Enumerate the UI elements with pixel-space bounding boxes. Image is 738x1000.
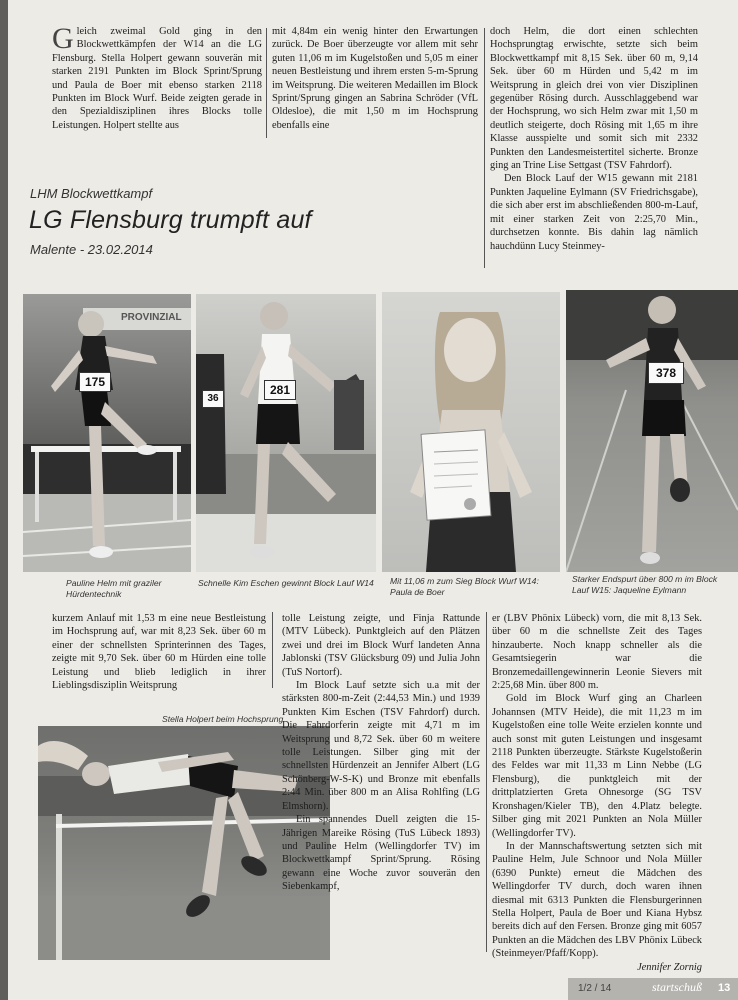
article-headline: LG Flensburg trumpft auf — [29, 206, 312, 234]
magazine-page — [8, 0, 738, 1000]
article-kicker: LHM Blockwettkampf — [30, 186, 153, 201]
photo-caption: Pauline Helm mit graziler Hürdentechnik — [66, 578, 162, 599]
column-rule — [272, 612, 273, 688]
bottom-column-2-text: Ein spannendes Duell zeigten die 15-Jährigen Mareike Rösing (TuS Lübeck 1893) und Pauline Helm (Wellingdorfer TV) im Blockwettkampf Sprint/Sprung. Rösing gewann eine Woche zuvor souverän den Siebenkampf, — [282, 814, 480, 893]
photo-kim-eschen — [196, 294, 376, 572]
bib-number: 175 — [79, 372, 111, 392]
column-rule — [484, 28, 485, 268]
photo-caption: Schnelle Kim Eschen gewinnt Block Lauf W14 — [198, 578, 374, 588]
bib-number: 36 — [202, 390, 224, 408]
endspurt-photo-image — [566, 290, 738, 572]
column-rule — [266, 28, 267, 138]
drop-cap: G — [52, 22, 74, 55]
photo-pauline-helm — [23, 294, 191, 572]
portrait-photo-image — [382, 292, 560, 572]
top-column-2 — [272, 25, 478, 132]
bottom-column-1-text: kurzem Anlauf mit 1,53 m eine neue Bestleistung im Hochsprung auf, war mit 8,23 Sek. über 60 m einer der schnellsten Sprinterinnen des Tages, zeigte mit 9,70 Sek. über 60 m Hürden eine tolle Leistung und blieb lediglich in ihrer Lieblingsdisziplin Weitsprung — [52, 613, 266, 692]
bottom-column-2 — [282, 612, 480, 894]
article-author: Jennifer Zornig — [637, 961, 702, 973]
top-column-3-text: Den Block Lauf der W15 gewann mit 2181 Punkten Jaqueline Eylmann (SV Friedrichsgabe), die sich aber erst im abschließenden 800-m-Lauf, mit einer starken Zeit von 2:25,70 Min., durchsetzen konnte. Bis dahin lag nämlich hauchdünn Lucy Steinmey- — [490, 173, 698, 252]
top-column-1 — [52, 22, 262, 132]
bib-number: 378 — [648, 362, 684, 384]
top-column-2-text: mit 4,84m ein wenig hinter den Erwartungen zurück. De Boer überzeugte vor allem mit sehr guten 11,06 m im Kugelstoßen und 5,05 m einer neuen Bestleistung und ihrem ersten 5-m-Sprung im Weitsprung. Die weiteren Medaillen im Block Sprint/Sprung gingen an Sabrina Schröder (VfL Oldesloe), die mit 1,50 m im Hochsprung ebenfalls eine — [272, 26, 478, 131]
bottom-column-3 — [492, 612, 702, 974]
page-number: 13 — [718, 982, 731, 994]
bib-number: 281 — [264, 380, 296, 400]
bottom-column-2-text: Im Block Lauf setzte sich u.a mit der stärksten 800-m-Zeit (2:44,53 Min.) und 1939 Punkten Kim Eschen (TSV Fahrdorf) durch. Die Fahrdorferin zeigte mit 4,71 m im Weitsprung und 8,72 Sek. über 60 m weitere tolle Leistungen. Silber ging mit der schnellsten Hürdenzeit an Jennifer Albert (LG Schönberg-W-S-K) und Bronze mit ebenfalls 2:44 Min. über 800 m an Alisa Rohlfing (LG Elmshorn). — [282, 680, 480, 812]
sprint-photo-image — [196, 294, 376, 572]
hurdle-photo-image — [23, 294, 191, 572]
bottom-column-3-text: Gold im Block Wurf ging an Charleen Johannsen (MTV Heide), die mit 11,23 m im Kugelstoßen eine tolle Weite erzielen konnte und auch sonst mit guten Leistungen und insgesamt 2118 Punkten überzeugte. Stärkste Kugelstoßerin des Feldes war mit 11,33 m Linn Nebbe (LG Flensburg), die punktgleich mit der drittplatzierten Greta Ohnesorge (SG TSV Kronshagen/Kieler TB), den 4.Platz belegte. Silber ging mit 2021 Punkten an Nola Müller (Wellingdorfer TV). — [492, 693, 702, 839]
article-dateline: Malente - 23.02.2014 — [30, 242, 153, 257]
sponsor-banner: PROVINZIAL — [121, 312, 182, 323]
top-column-1-text: leich zweimal Gold ging in den Blockwettkämpfen der W14 an die LG Flensburg. Stella Holpert gewann souverän mit starken 2191 Punkten im Block Sprint/Sprung und Paula de Boer mit ebenso starken 2118 Punkten im Block Wurf. Beide zeigten gerade in den Spezialdisziplinen ihres Blocks tolle Leistungen. Holpert stellte aus — [52, 26, 262, 131]
bottom-column-3-text: In der Mannschaftswertung setzten sich mit Pauline Helm, Jule Schnoor und Nola Müller (6390 Punkte) erneut die Mädchen des Wellingdorfer TV durch, doch waren ihnen diesmal mit 6313 Punkten die Flensburgerinnen Stella Holpert, Paula de Boer und Kiana Hybsz bereits dich auf den Fersen. Bronze ging mit 6057 Punkten an die Mädchen des LBV Phönix Lübeck (Steinmeyer/Pfaff/Kopp). — [492, 840, 702, 960]
bottom-column-3-text: er (LBV Phönix Lübeck) vorn, die mit 8,13 Sek. über 60 m die schnellste Zeit des Tages hinzauberte. Noch knapp schneller als die Gesamtsiegerin war die Bronzemedaillengewinnerin Leonie Sievers mit 2:25,68 Min. über 800 m. — [492, 613, 702, 692]
photo-caption: Starker Endspurt über 800 m im Block Lauf W15: Jaqueline Eylmann — [572, 574, 718, 595]
issue-number: 1/2 / 14 — [578, 983, 612, 994]
bottom-column-1 — [52, 612, 266, 692]
photo-jaqueline-eylmann — [566, 290, 738, 572]
top-column-3 — [490, 25, 698, 253]
photo-caption: Mit 11,06 m zum Sieg Block Wurf W14: Paula de Boer — [390, 576, 539, 597]
column-rule — [486, 612, 487, 952]
photo-paula-de-boer — [382, 292, 560, 572]
photo-caption: Stella Holpert beim Hochsprung — [162, 714, 284, 724]
bottom-column-2-text: tolle Leistung zeigte, und Finja Rattunde (MTV Lübeck). Punktgleich auf den Plätzen zwei und drei im Block Wurf landeten Anna Jablonski (TSV Glücksburg 09) und Julia John (TuS Nortorf). — [282, 613, 480, 678]
top-column-3-text: doch Helm, die dort einen schlechten Hochsprungtag erwischte, setzte sich beim Blockwettkampf mit 8,15 Sek. über 60 m, 9,14 Sek. über 60 m Hürden und 5,42 m im Weitsprung in gleich drei von vier Disziplinen gegenüber Rösing durch. Ausschlaggebend war der Hochsprung, wo sich Helm zwar mit 1,50 m deutlich steigerte, doch Rösing mit 1,65 m ihre Klasse ausspielte und somit sich mit 2332 Punkten den Landesmeistertitel sicherte. Bronze ging an Trine Lise Settgast (TSV Fahrdorf). — [490, 26, 698, 172]
magazine-name: startschuß — [652, 980, 703, 994]
